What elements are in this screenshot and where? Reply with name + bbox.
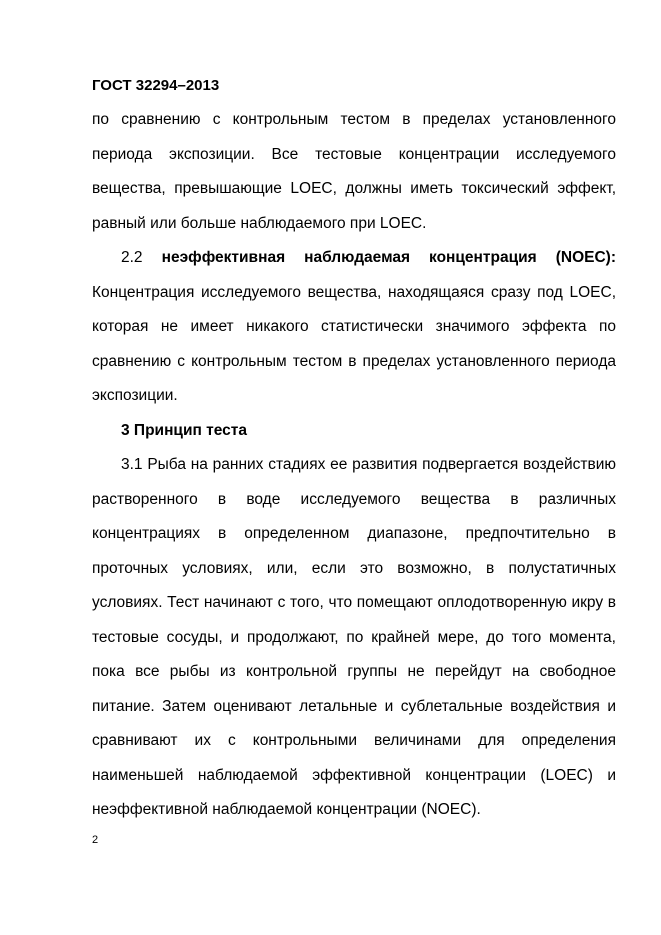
page-number: 2 (92, 834, 99, 846)
definition-term: неэффективная наблюдаемая концентрация (NOEC): (161, 249, 616, 266)
paragraph-definition-2-2 (92, 241, 616, 414)
paragraph-3-1: 3.1 Рыба на ранних стадиях ее развития подвергается воздействию растворенного в воде исследуемого вещества в различных концентрациях в определенном диапазоне, предпочтительно в проточных условиях, или, если это возможно, в полустатичных условиях. Тест начинают с того, что помещают оплодотворенную икру в тестовые сосуды, и продолжают, по крайней мере, до того момента, пока все рыбы из контрольной группы не перейдут на свободное питание. Затем оценивают летальные и сублетальные воздействия и сравнивают их с контрольными величинами для определения наименьшей наблюдаемой эффективной концентрации (LOEC) и неэффективной наблюдаемой концентрации (NOEC). (92, 456, 616, 818)
document-header: ГОСТ 32294–2013 (92, 77, 220, 94)
document-body (92, 103, 616, 828)
section-heading-3: 3 Принцип теста (121, 421, 247, 439)
definition-number: 2.2 (121, 249, 143, 266)
definition-text: Концентрация исследуемого вещества, находящаяся сразу под LOEC, которая не имеет никакого статистически значимого эффекта по сравнению с контрольным тестом в пределах установленного периода экспозиции. (92, 283, 616, 404)
paragraph-continuation: по сравнению с контрольным тестом в пределах установленного периода экспозиции. Все тестовые концентрации исследуемого вещества, превышающие LOEC, должны иметь токсический эффект, равный или больше наблюдаемого при LOEC. (92, 111, 616, 232)
